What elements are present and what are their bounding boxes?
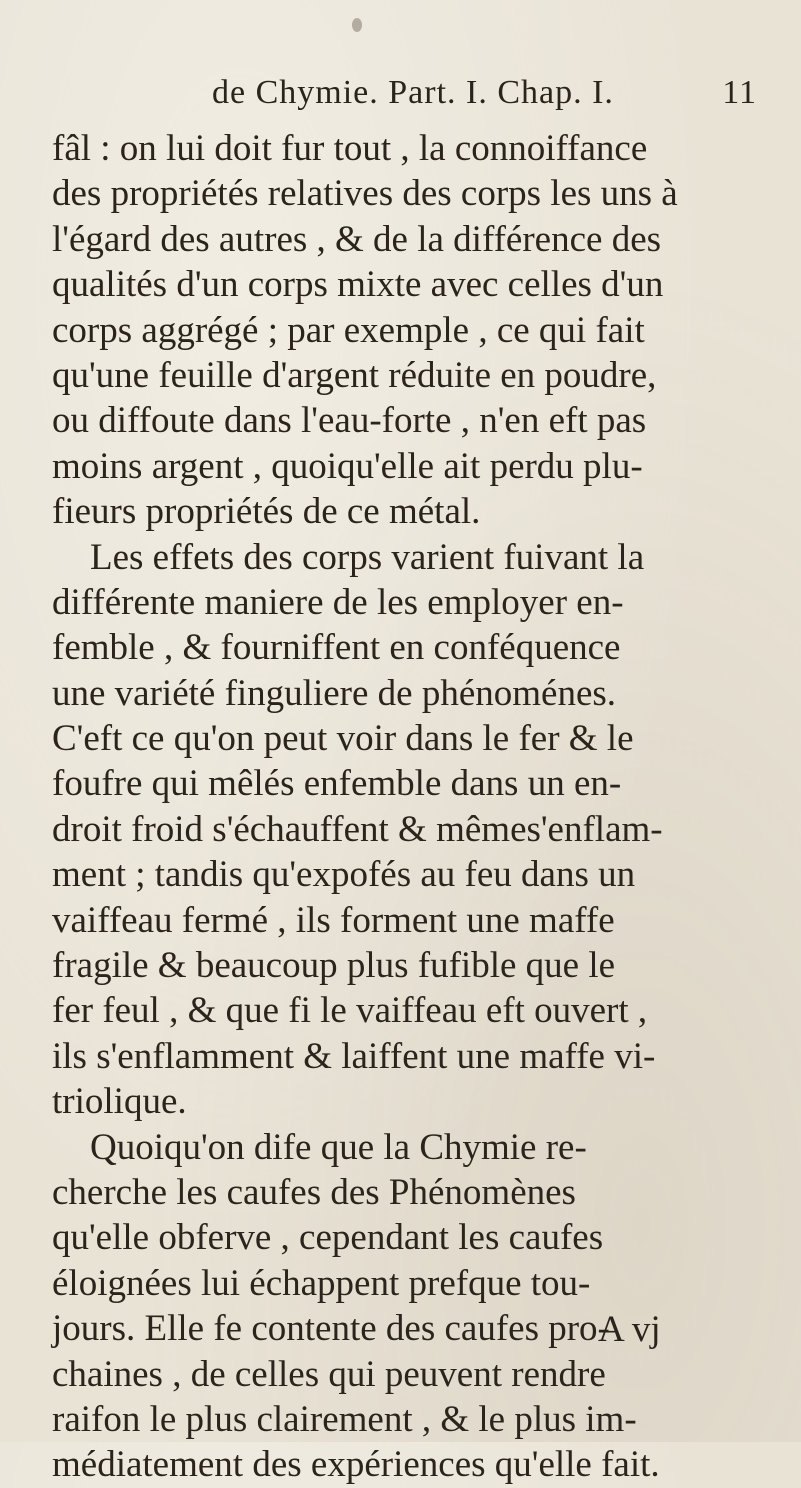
text-line-content: médiatement des expériences qu'elle fait. (52, 1444, 660, 1486)
text-line (0, 580, 801, 625)
text-line (0, 217, 801, 262)
text-line-content: fer feul , & que fi le vaiffeau eft ouvert , (52, 990, 648, 1032)
text-line (0, 898, 801, 943)
running-head (212, 74, 757, 124)
text-line-content: cherche les caufes des Phénomènes (52, 1171, 576, 1213)
text-line-content: ils s'enflamment & laiffent une maffe vi- (52, 1035, 656, 1077)
text-line (0, 308, 801, 353)
text-line-content: éloignées lui échappent prefque tou- (52, 1262, 591, 1304)
text-line-content: qu'elle obferve , cependant les caufes (52, 1217, 604, 1259)
body-text (0, 126, 801, 1488)
text-line (0, 988, 801, 1033)
text-line (0, 671, 801, 716)
text-line (0, 489, 801, 534)
text-line-content: moins argent , quoiqu'elle ait perdu plu- (52, 445, 643, 487)
text-line (0, 126, 801, 171)
text-line (0, 1442, 801, 1487)
text-line (0, 761, 801, 806)
text-line-content: chaines , de celles qui peuvent rendre (52, 1353, 606, 1395)
text-line (0, 1261, 801, 1306)
text-line-content: jours. Elle fe contente des caufes pro- (52, 1308, 610, 1350)
text-line (0, 1079, 801, 1124)
text-line (0, 625, 801, 670)
running-title: de Chymie. Part. I. Chap. I. (212, 74, 614, 111)
page-number: 11 (722, 74, 757, 111)
text-line (0, 1215, 801, 1260)
text-line (0, 1397, 801, 1442)
ink-speck (352, 18, 362, 32)
text-line-content: raifon le plus clairement , & le plus im- (52, 1398, 637, 1440)
text-line-content: différente maniere de les employer en- (52, 581, 624, 623)
text-line (0, 1034, 801, 1079)
text-line (0, 716, 801, 761)
text-line (0, 852, 801, 897)
text-line-content: ment ; tandis qu'expofés au feu dans un (52, 854, 636, 896)
text-line (0, 353, 801, 398)
text-line-content: corps aggrégé ; par exemple , ce qui fait (52, 309, 645, 351)
text-line (0, 535, 801, 580)
text-line-content: des propriétés relatives des corps les uns à (52, 173, 678, 215)
text-line-content: foufre qui mêlés enfemble dans un en- (52, 763, 622, 805)
catchword: A vj (598, 1309, 661, 1350)
text-line (0, 1352, 801, 1397)
text-line-content: une variété finguliere de phénoménes. (52, 672, 617, 714)
paragraph-start: Quoiqu'on dife que la Chymie re- (90, 1126, 587, 1168)
text-line (0, 171, 801, 216)
text-line (0, 1125, 801, 1170)
text-line (0, 807, 801, 852)
text-line-content: fâl : on lui doit fur tout , la connoiffance (52, 128, 648, 169)
text-line (0, 398, 801, 443)
text-line-content: l'égard des autres , & de la différence des (52, 218, 662, 260)
text-line-content: qu'une feuille d'argent réduite en poudre, (52, 354, 657, 396)
text-line-content: fragile & beaucoup plus fufible que le (52, 945, 616, 987)
paragraph-start: Les effets des corps varient fuivant la (90, 536, 645, 578)
text-line-content: qualités d'un corps mixte avec celles d'un (52, 264, 664, 306)
text-line (0, 1306, 801, 1351)
text-line (0, 1170, 801, 1215)
text-line (0, 444, 801, 489)
text-line (0, 262, 801, 307)
text-line-content: triolique. (52, 1081, 187, 1123)
text-line-content: vaiffeau fermé , ils forment une maffe (52, 899, 615, 941)
text-line (0, 943, 801, 988)
text-line-content: ou diffoute dans l'eau-forte , n'en eft pas (52, 400, 647, 442)
text-line-content: fieurs propriétés de ce métal. (52, 491, 481, 533)
text-line-content: femble , & fourniffent en conféquence (52, 627, 621, 669)
text-line-content: droit froid s'échauffent & mêmes'enflam- (52, 808, 663, 850)
text-line-content: C'eft ce qu'on peut voir dans le fer & le (52, 718, 634, 760)
